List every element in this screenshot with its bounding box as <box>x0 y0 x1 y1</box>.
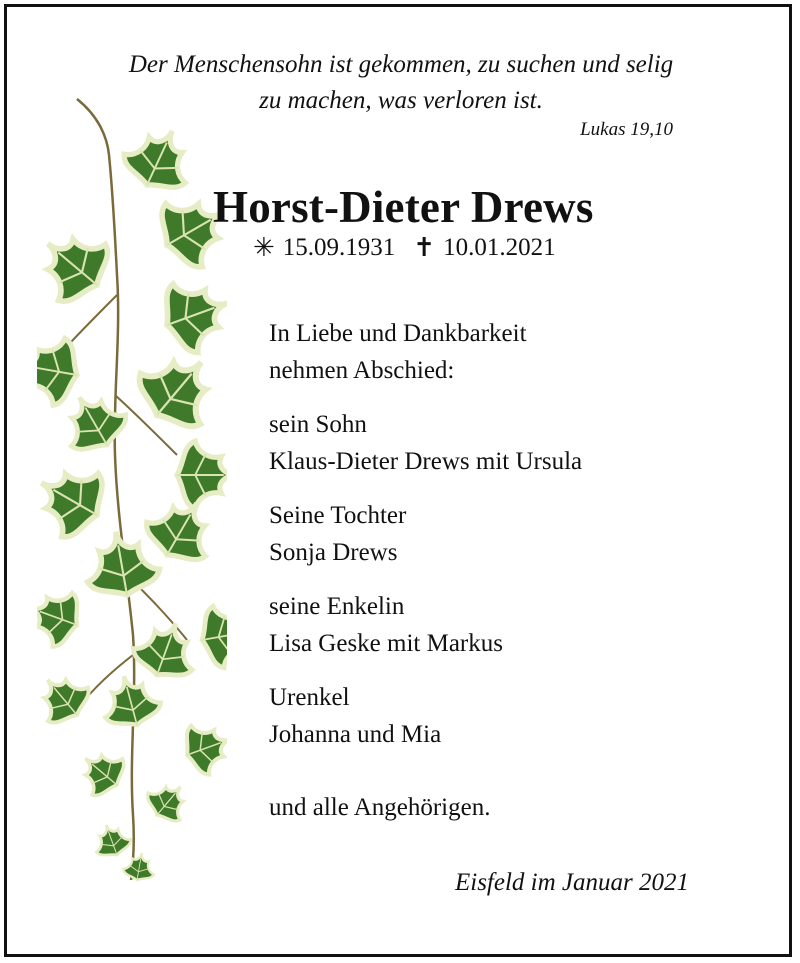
mourner-names: Klaus-Dieter Drews mit Ursula <box>269 448 583 475</box>
verse-line-2: zu machen, was verloren ist. <box>259 87 543 114</box>
mourner-names: Sonja Drews <box>269 539 398 566</box>
mourner-names: Johanna und Mia <box>269 721 442 748</box>
verse-reference: Lukas 19,10 <box>580 119 673 140</box>
mourner-relation: seine Enkelin <box>269 593 405 620</box>
mourner-group-granddaughter <box>269 588 582 662</box>
notice-frame <box>4 4 792 957</box>
ivy-vine-icon <box>37 95 227 885</box>
farewell-intro <box>269 315 582 389</box>
intro-line-1: In Liebe und Dankbarkeit <box>269 320 527 347</box>
verse-line-1: Der Menschensohn ist gekommen, zu suchen und selig <box>128 51 674 78</box>
closing-line: und alle Angehörigen. <box>269 794 491 821</box>
farewell-text <box>269 315 582 826</box>
mourner-names: Lisa Geske mit Markus <box>269 630 503 657</box>
mourner-group-son <box>269 406 582 480</box>
mourner-group-great-grandchildren <box>269 679 582 753</box>
mourner-group-daughter <box>269 497 582 571</box>
life-dates <box>253 233 556 263</box>
mourner-relation: Urenkel <box>269 684 350 711</box>
death-cross-icon: ✝ <box>413 233 436 262</box>
birth-star-icon: ✳ <box>253 233 275 262</box>
place-and-date: Eisfeld im Januar 2021 <box>454 869 689 896</box>
mourner-relation: Seine Tochter <box>269 502 407 529</box>
mourner-relation: sein Sohn <box>269 411 367 438</box>
deceased-name: Horst-Dieter Drews <box>213 182 594 232</box>
intro-line-2: nehmen Abschied: <box>269 357 455 384</box>
death-date: 10.01.2021 <box>443 234 556 261</box>
birth-date: 15.09.1931 <box>282 234 396 261</box>
